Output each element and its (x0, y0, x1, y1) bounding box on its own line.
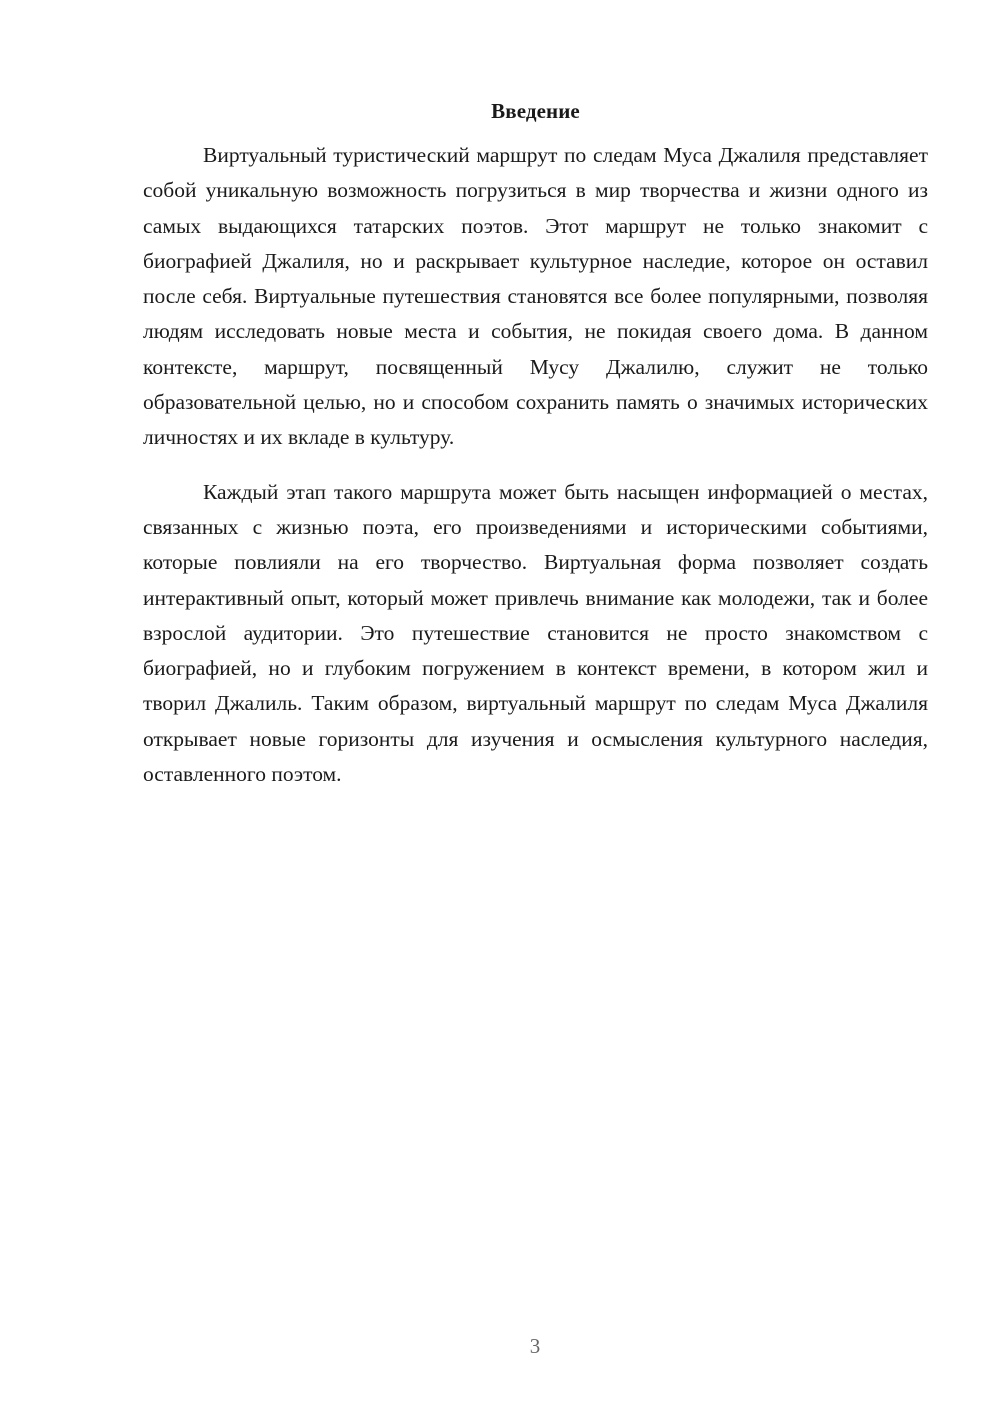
page-content (143, 96, 928, 792)
section-heading: Введение (491, 99, 580, 123)
page-number: 3 (529, 1334, 541, 1358)
paragraph-2: Каждый этап такого маршрута может быть насыщен информацией о местах, связанных с жизнью поэта, его произведениями и историческими событиями, которые повлияли на его творчество. Виртуальная форма позволяет создать интерактивный опыт, который может привлечь внимание как молодежи, так и более взрослой аудитории. Это путешествие становится не просто знакомством с биографией, но и глубоким погружением в контекст времени, в котором жил и творил Джалиль. Таким образом, виртуальный маршрут по следам Муса Джалиля открывает новые горизонты для изучения и осмысления культурного наследия, оставленного поэтом. (143, 479, 928, 787)
paragraph-1: Виртуальный туристический маршрут по следам Муса Джалиля представляет собой уникальную возможность погрузиться в мир творчества и жизни одного из самых выдающихся татарских поэтов. Этот маршрут не только знакомит с биографией Джалиля, но и раскрывает культурное наследие, которое он оставил после себя. Виртуальные путешествия становятся все более популярными, позволяя людям исследовать новые места и события, не покидая своего дома. В данном контексте, маршрут, посвященный Мусу Джалилю, служит не только образовательной целью, но и способом сохранить память о значимых исторических личностях и их вкладе в культуру. (143, 143, 928, 450)
